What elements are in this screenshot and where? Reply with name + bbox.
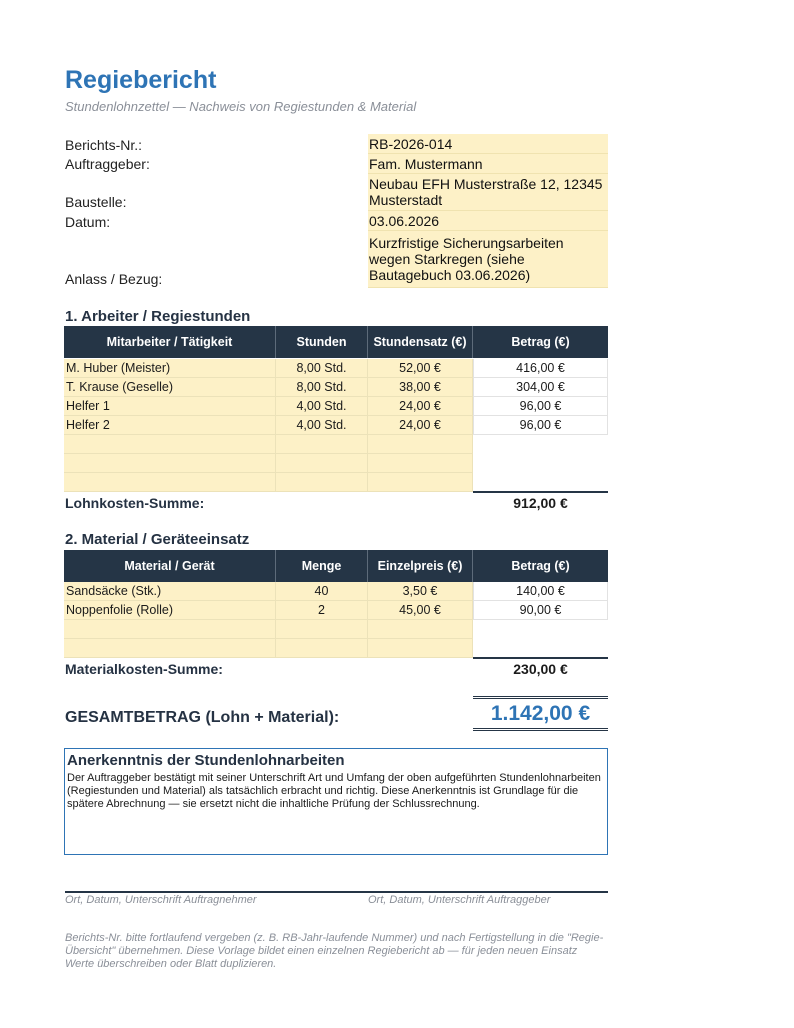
col-header-hours: Stunden: [276, 326, 368, 358]
labor-table-header: [64, 326, 608, 358]
labor-cell-hours[interactable]: 4,00 Std.: [276, 397, 368, 416]
labor-cell-rate[interactable]: [368, 454, 473, 473]
labor-cell-name[interactable]: M. Huber (Meister): [64, 359, 276, 378]
material-cell-amount: [473, 639, 608, 658]
labor-cell-rate[interactable]: 38,00 €: [368, 378, 473, 397]
acknowledgement-heading: Anerkenntnis der Stundenlohnarbeiten: [67, 752, 345, 769]
material-cell-name[interactable]: [64, 639, 276, 658]
col-header-rate: Stundensatz (€): [368, 326, 473, 358]
date-field[interactable]: 03.06.2026: [368, 211, 608, 231]
material-cell-qty[interactable]: 40: [276, 582, 368, 601]
labor-cell-amount: [473, 473, 608, 492]
material-cell-price[interactable]: 3,50 €: [368, 582, 473, 601]
labor-cell-hours[interactable]: [276, 454, 368, 473]
material-cell-amount: [473, 620, 608, 639]
table-row: [64, 397, 608, 416]
labor-cell-hours[interactable]: [276, 473, 368, 492]
material-section-heading: 2. Material / Geräteeinsatz: [65, 531, 250, 548]
col-header-amount: Betrag (€): [511, 559, 570, 573]
material-sum-value: 230,00 €: [473, 657, 608, 677]
table-row: [64, 620, 608, 639]
labor-cell-name[interactable]: [64, 473, 276, 492]
site-field[interactable]: Neubau EFH Musterstraße 12, 12345 Musterstadt: [368, 174, 608, 211]
signature-client-label: Ort, Datum, Unterschrift Auftraggeber: [368, 894, 551, 906]
site-label: Baustelle:: [65, 194, 127, 210]
reason-label: Anlass / Bezug:: [65, 271, 163, 287]
labor-cell-name[interactable]: Helfer 1: [64, 397, 276, 416]
material-cell-qty[interactable]: 2: [276, 601, 368, 620]
material-cell-name[interactable]: [64, 620, 276, 639]
labor-cell-amount: 416,00 €: [473, 359, 608, 378]
labor-cell-amount: [473, 454, 608, 473]
col-header-employee: Mitarbeiter / Tätigkeit: [64, 326, 276, 358]
labor-cell-name[interactable]: T. Krause (Geselle): [64, 378, 276, 397]
material-cell-price[interactable]: [368, 620, 473, 639]
table-row: [64, 435, 608, 454]
col-header-quantity: Menge: [276, 550, 368, 582]
table-row: [64, 378, 608, 397]
table-row: [64, 473, 608, 492]
signature-line: [65, 891, 608, 893]
labor-cell-name[interactable]: [64, 454, 276, 473]
table-row: [64, 639, 608, 658]
labor-cell-amount: 96,00 €: [473, 416, 608, 435]
page-title: Regiebericht: [65, 66, 217, 94]
grand-total-label: GESAMTBETRAG (Lohn + Material):: [65, 709, 340, 726]
labor-section-heading: 1. Arbeiter / Regiestunden: [65, 308, 251, 325]
material-table-header: [64, 550, 608, 582]
acknowledgement-text: Der Auftraggeber bestätigt mit seiner Unterschrift Art und Umfang der oben aufgeführten Stundenlohnarbeiten (Regiestunden und Material) als tatsächlich erbracht und richtig. Diese Anerkenntnis ist Grundlage für die spätere Abrechnung — sie ersetzt nicht die inhaltliche Prüfung der Schlussrechnung.: [67, 772, 601, 810]
material-cell-amount: 140,00 €: [473, 582, 608, 601]
date-label: Datum:: [65, 214, 111, 230]
signature-contractor-label: Ort, Datum, Unterschrift Auftragnehmer: [65, 894, 257, 906]
table-row: [64, 416, 608, 435]
material-cell-name[interactable]: Sandsäcke (Stk.): [64, 582, 276, 601]
page-subtitle: Stundenlohnzettel — Nachweis von Regiestunden & Material: [65, 99, 417, 114]
reason-field[interactable]: Kurzfristige Sicherungsarbeiten wegen Starkregen (siehe Bautagebuch 03.06.2026): [368, 231, 608, 288]
labor-cell-amount: 304,00 €: [473, 378, 608, 397]
table-row: [64, 601, 608, 620]
grand-total-value: 1.142,00 €: [473, 696, 608, 731]
labor-cell-name[interactable]: [64, 435, 276, 454]
material-cell-name[interactable]: Noppenfolie (Rolle): [64, 601, 276, 620]
labor-sum-value: 912,00 €: [473, 491, 608, 511]
report-no-field[interactable]: RB-2026-014: [368, 134, 608, 154]
labor-sum-label: Lohnkosten-Summe:: [65, 495, 205, 511]
material-cell-qty[interactable]: [276, 620, 368, 639]
labor-cell-rate[interactable]: 52,00 €: [368, 359, 473, 378]
labor-cell-name[interactable]: Helfer 2: [64, 416, 276, 435]
labor-cell-rate[interactable]: 24,00 €: [368, 416, 473, 435]
labor-cell-hours[interactable]: [276, 435, 368, 454]
col-header-amount: Betrag (€): [511, 335, 570, 349]
footnote: Berichts-Nr. bitte fortlaufend vergeben (z. B. RB-Jahr-laufende Nummer) und nach Fertigstellung in die "Regie-Übersicht" übernehmen. Diese Vorlage bildet einen einzelnen Regiebericht ab — für jeden neuen Einsatz Werte überschreiben oder Blatt duplizieren.: [65, 932, 604, 970]
labor-cell-amount: [473, 435, 608, 454]
acknowledgement-box: [64, 748, 608, 855]
client-field[interactable]: Fam. Mustermann: [368, 154, 608, 174]
material-sum-label: Materialkosten-Summe:: [65, 661, 223, 677]
client-label: Auftraggeber:: [65, 156, 150, 172]
material-cell-price[interactable]: 45,00 €: [368, 601, 473, 620]
table-row: [64, 582, 608, 601]
labor-cell-rate[interactable]: 24,00 €: [368, 397, 473, 416]
material-cell-price[interactable]: [368, 639, 473, 658]
col-header-material: Material / Gerät: [64, 550, 276, 582]
report-no-label: Berichts-Nr.:: [65, 137, 143, 153]
material-cell-amount: 90,00 €: [473, 601, 608, 620]
material-cell-qty[interactable]: [276, 639, 368, 658]
table-row: [64, 359, 608, 378]
labor-cell-hours[interactable]: 4,00 Std.: [276, 416, 368, 435]
labor-cell-hours[interactable]: 8,00 Std.: [276, 359, 368, 378]
labor-cell-rate[interactable]: [368, 435, 473, 454]
labor-cell-hours[interactable]: 8,00 Std.: [276, 378, 368, 397]
labor-cell-amount: 96,00 €: [473, 397, 608, 416]
table-row: [64, 454, 608, 473]
labor-cell-rate[interactable]: [368, 473, 473, 492]
col-header-unit-price: Einzelpreis (€): [368, 550, 473, 582]
